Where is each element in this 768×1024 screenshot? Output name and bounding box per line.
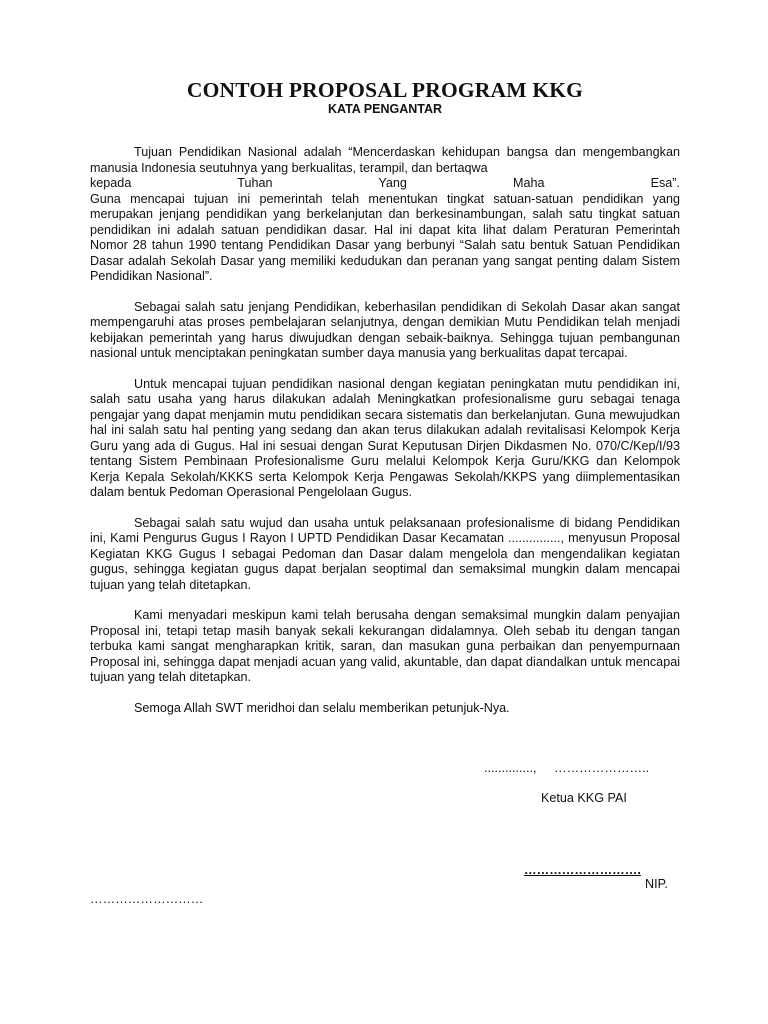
signatory-name: ………………………. [524, 863, 641, 877]
paragraph-5: Kami menyadari meskipun kami telah berusaha dengan semaksimal mungkin dalam penyajian Proposal ini, tetapi tetap masih banyak sekali kekurangan didalamnya. Oleh sebab itu dengan tangan terbuka kami sangat mengharapkan kritik, saran, dan masukan guna perbaikan dan penyempurnaan Proposal ini, sehingga dapat menjadi acuan yang valid, akuntable, dan dapat diandalkan untuk mencapai tujuan yang telah ditetapkan. [90, 608, 680, 684]
document-title: CONTOH PROPOSAL PROGRAM KKG [186, 78, 584, 102]
signatory-position: Ketua KKG PAI [541, 791, 627, 805]
paragraph-1-line-2: kepada Tuhan Yang Maha Esa”. [90, 176, 680, 190]
nip-value: ……………………… [90, 892, 204, 906]
paragraph-2: Sebagai salah satu jenjang Pendidikan, keberhasilan pendidikan di Sekolah Dasar akan sangat mempengaruhi atas proses pembelajaran selanjutnya, dengan demikian Mutu Pendidikan telah menjadi kebijakan pemerintah yang harus diwujudkan dengan sebaik-baiknya. Sehingga tujuan pembangunan nasional untuk menciptakan peningkatan sumber daya manusia yang berkualitas dapat tercapai. [90, 299, 680, 360]
paragraph-1-line-1: Tujuan Pendidikan Nasional adalah “Mencerdaskan kehidupan bangsa dan mengembangkan manusia Indonesia seutuhnya yang berkualitas, terampil, dan bertaqwa [90, 145, 680, 175]
paragraph-1 [90, 145, 680, 285]
place-date-line: .............., ………………….. [484, 761, 650, 775]
paragraph-1-line-3: Guna mencapai tujuan ini pemerintah telah menentukan tingkat satuan-satuan pendidikan yang merupakan jenjang pendidikan yang berkelanjutan dan berkesinambungan, salah satu tingkat satuan pendidikan ini adalah satuan pendidikan dasar. Hal ini dapat kita lihat dalam Peraturan Pemerintah Nomor 28 tahun 1990 tentang Pendidikan Dasar yang berbunyi “Salah satu bentuk Satuan Pendidikan Dasar adalah Sekolah Dasar yang memiliki kedudukan dan peranan yang sangat penting dalam Sistem Pendidikan Nasional”. [90, 191, 680, 283]
section-heading: KATA PENGANTAR [327, 102, 443, 116]
paragraph-4: Sebagai salah satu wujud dan usaha untuk pelaksanaan profesionalisme di bidang Pendidikan ini, Kami Pengurus Gugus I Rayon I UPTD Pendidikan Dasar Kecamatan ..............., menyusun Proposal Kegiatan KKG Gugus I sebagai Pedoman dan Dasar dalam mengelola dan mengendalikan kegiatan gugus, sehingga kegiatan gugus dapat berjalan seoptimal dan semaksimal mungkin dalam mencapai tujuan yang telah ditetapkan. [90, 515, 680, 592]
nip-label: NIP. [645, 877, 668, 891]
closing-line: Semoga Allah SWT meridhoi dan selalu memberikan petunjuk-Nya. [134, 700, 510, 715]
paragraph-3: Untuk mencapai tujuan pendidikan nasional dengan kegiatan peningkatan mutu pendidikan ini, salah satu usaha yang harus dilakukan adalah Meningkatkan profesionalisme guru sebagai tenaga pengajar yang dapat menjamin mutu pendidikan secara sistematis dan berkelanjutan. Guna mewujudkan hal ini salah satu hal penting yang sedang dan akan terus dilakukan adalah revitalisasi Kelompok Kerja Guru yang ada di Gugus. Hal ini sesuai dengan Surat Keputusan Dirjen Dikdasmen No. 070/C/Kep/I/93 tentang Sistem Pembinaan Profesionalisme Guru melalui Kelompok Kerja Guru/KKG dan Kelompok Kerja Kepala Sekolah/KKKS serta Kelompok Kerja Pengawas Sekolah/KKPS yang diimplementasikan dalam bentuk Pedoman Operasional Pengelolaan Gugus. [90, 376, 680, 499]
